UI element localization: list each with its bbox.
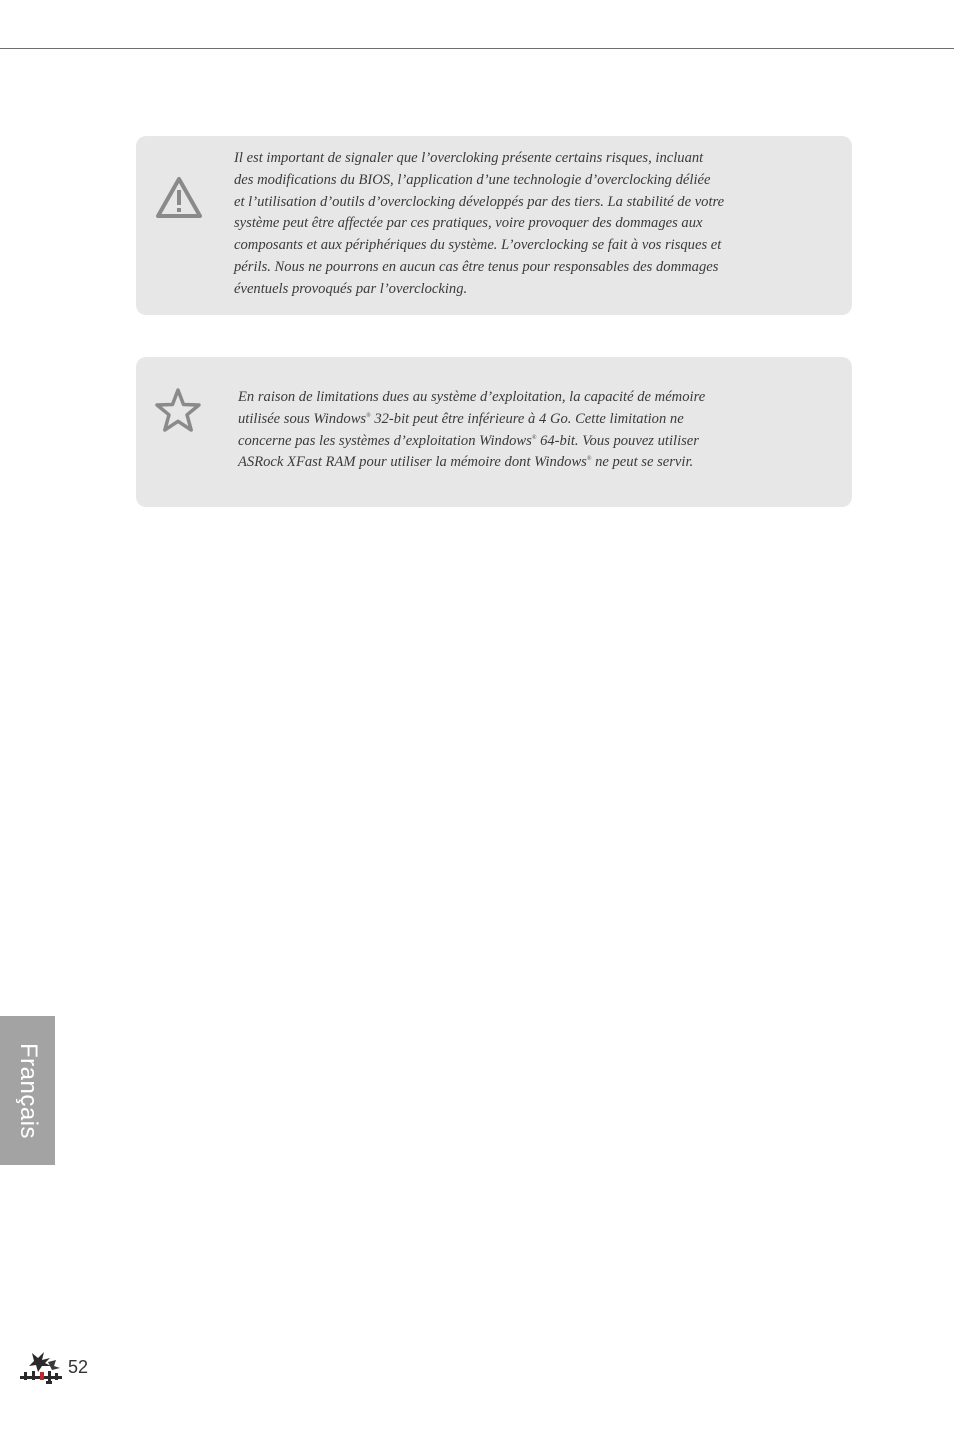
star-note — [136, 357, 852, 507]
star-note-text — [238, 387, 778, 474]
warning-note — [136, 136, 852, 315]
star-outline-icon — [154, 387, 202, 433]
warning-triangle-icon — [154, 175, 204, 221]
language-tab — [0, 1016, 55, 1165]
star-line-text: ASRock XFast RAM pour utiliser la mémoire dont Windows — [238, 454, 587, 471]
warning-line: système peut être affectée par ces pratiques, voire provoquer des dommages aux — [234, 215, 703, 232]
registered-mark: ® — [366, 412, 371, 419]
page-number: 52 — [68, 1357, 89, 1377]
star-line — [238, 409, 778, 431]
star-line-text: 32-bit peut être inférieure à 4 Go. Cette limitation ne — [370, 410, 684, 427]
registered-mark: ® — [531, 434, 537, 441]
registered-mark: ® — [586, 456, 592, 463]
warning-note-text — [234, 148, 774, 301]
warning-line: des modifications du BIOS, l’application d’une technologie d’overclocking déliée — [234, 171, 711, 188]
star-line-text: 64-bit. Vous pouvez utiliser — [536, 432, 699, 449]
star-line-text: ne peut se servir. — [591, 454, 694, 471]
star-line — [238, 431, 778, 453]
warning-line: Il est important de signaler que l’overcloking présente certains risques, incluant — [234, 150, 704, 166]
star-line-text: concerne pas les systèmes d’exploitation Windows — [238, 432, 532, 449]
star-line — [238, 452, 778, 474]
warning-line: et l’utilisation d’outils d’overclocking développés par des tiers. La stabilité de votre — [234, 193, 725, 210]
asrock-mascot-logo-icon — [18, 1350, 66, 1386]
warning-line: éventuels provoqués par l’overclocking. — [234, 280, 468, 297]
language-tab-label: Français — [14, 1042, 42, 1139]
star-line-text: utilisée sous Windows — [238, 410, 367, 427]
header-rule — [0, 48, 954, 49]
warning-line: composants et aux périphériques du système. L’overclocking se fait à vos risques et — [234, 237, 722, 254]
warning-line: périls. Nous ne pourrons en aucun cas être tenus pour responsables des dommages — [234, 258, 719, 275]
star-line: En raison de limitations dues au système d’exploitation, la capacité de mémoire — [238, 389, 706, 405]
